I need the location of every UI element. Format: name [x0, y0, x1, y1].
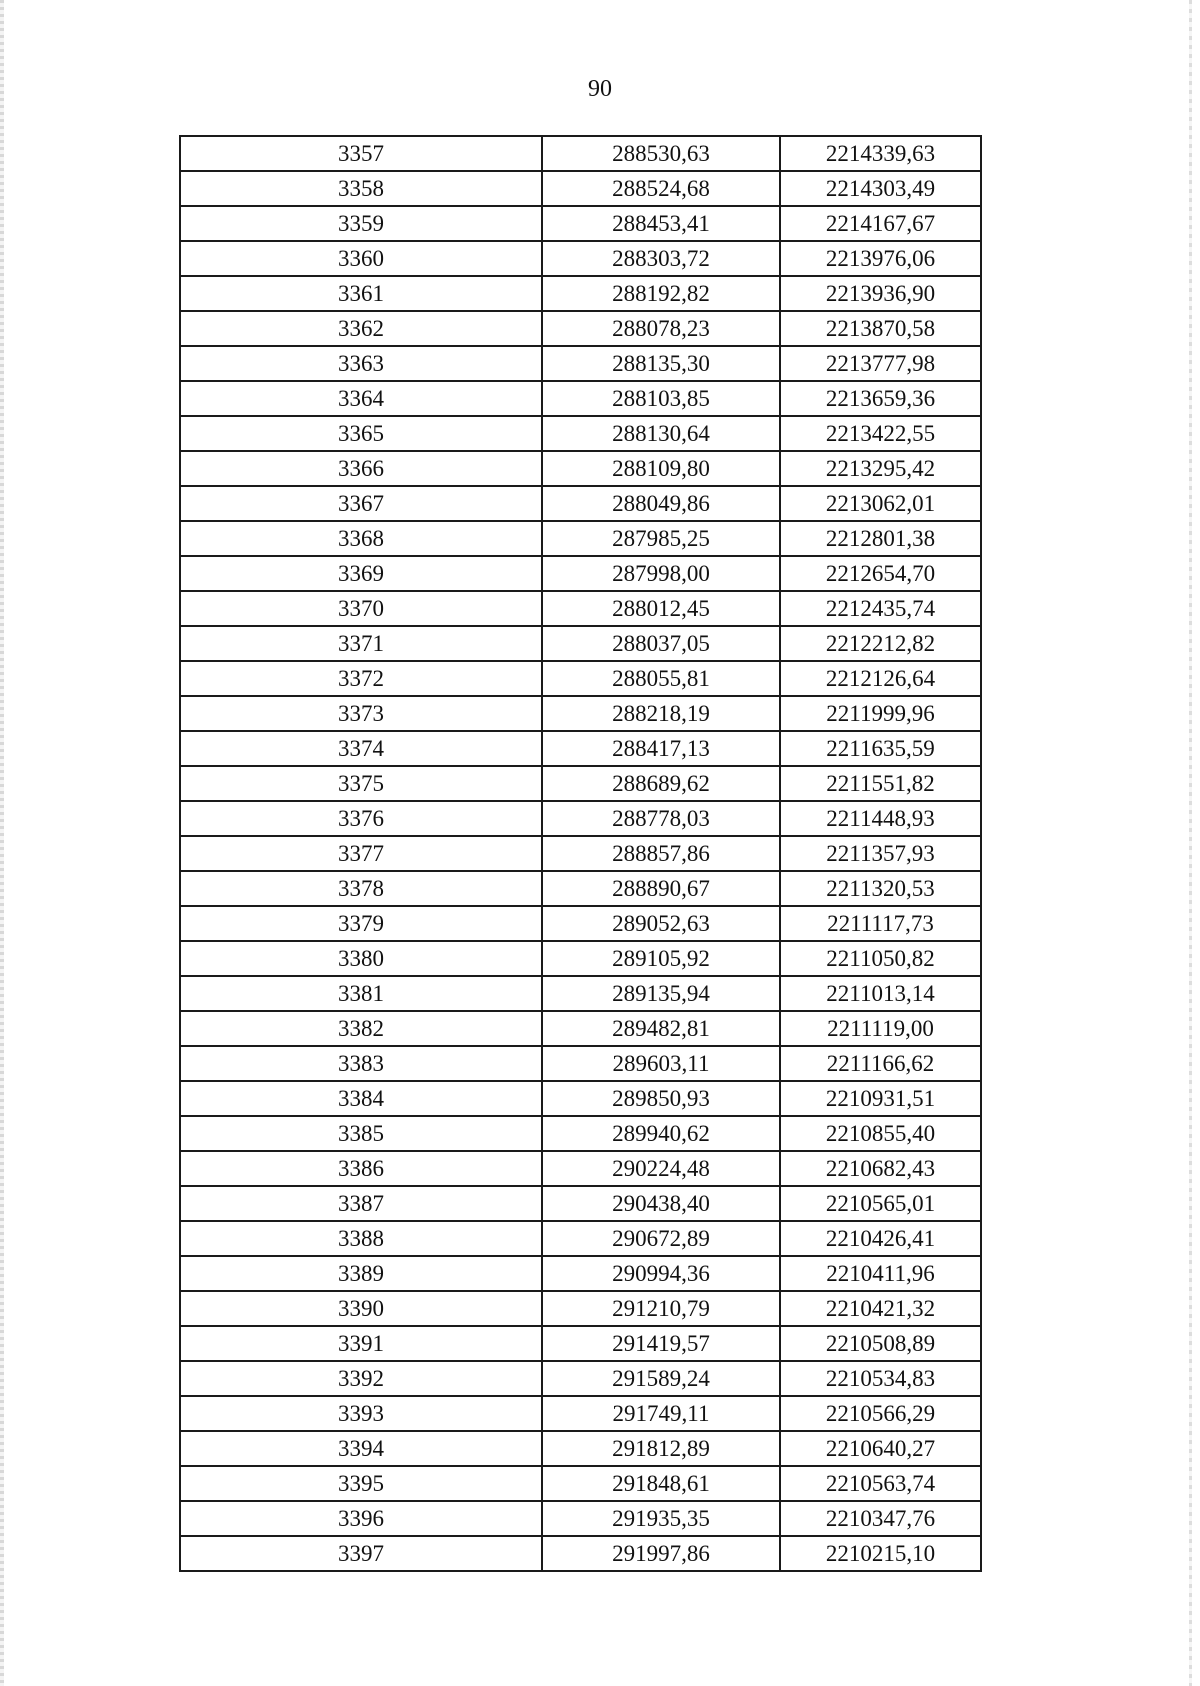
y-coordinate-cell: 2213777,98 — [780, 346, 981, 381]
x-coordinate-cell: 288524,68 — [542, 171, 780, 206]
x-coordinate-cell: 291997,86 — [542, 1536, 780, 1571]
y-coordinate-cell: 2213659,36 — [780, 381, 981, 416]
point-number-cell: 3393 — [180, 1396, 542, 1431]
point-number-cell: 3373 — [180, 696, 542, 731]
table-row — [180, 556, 981, 591]
y-coordinate-cell: 2210426,41 — [780, 1221, 981, 1256]
y-coordinate-cell: 2213936,90 — [780, 276, 981, 311]
x-coordinate-cell: 288012,45 — [542, 591, 780, 626]
table-row — [180, 311, 981, 346]
y-coordinate-cell: 2210682,43 — [780, 1151, 981, 1186]
table-row — [180, 941, 981, 976]
x-coordinate-cell: 291589,24 — [542, 1361, 780, 1396]
point-number-cell: 3385 — [180, 1116, 542, 1151]
y-coordinate-cell: 2210421,32 — [780, 1291, 981, 1326]
x-coordinate-cell: 288135,30 — [542, 346, 780, 381]
y-coordinate-cell: 2211166,62 — [780, 1046, 981, 1081]
y-coordinate-cell: 2210640,27 — [780, 1431, 981, 1466]
x-coordinate-cell: 288303,72 — [542, 241, 780, 276]
table-row — [180, 661, 981, 696]
y-coordinate-cell: 2211635,59 — [780, 731, 981, 766]
y-coordinate-cell: 2211357,93 — [780, 836, 981, 871]
x-coordinate-cell: 288218,19 — [542, 696, 780, 731]
x-coordinate-cell: 289850,93 — [542, 1081, 780, 1116]
table-row — [180, 766, 981, 801]
x-coordinate-cell: 289105,92 — [542, 941, 780, 976]
point-number-cell: 3358 — [180, 171, 542, 206]
table-row — [180, 486, 981, 521]
y-coordinate-cell: 2210566,29 — [780, 1396, 981, 1431]
point-number-cell: 3380 — [180, 941, 542, 976]
x-coordinate-cell: 288103,85 — [542, 381, 780, 416]
y-coordinate-cell: 2211320,53 — [780, 871, 981, 906]
table-row — [180, 1221, 981, 1256]
x-coordinate-cell: 287985,25 — [542, 521, 780, 556]
x-coordinate-cell: 288890,67 — [542, 871, 780, 906]
point-number-cell: 3370 — [180, 591, 542, 626]
table-row — [180, 1291, 981, 1326]
table-row — [180, 1431, 981, 1466]
y-coordinate-cell: 2213870,58 — [780, 311, 981, 346]
x-coordinate-cell: 288689,62 — [542, 766, 780, 801]
y-coordinate-cell: 2213062,01 — [780, 486, 981, 521]
table-row — [180, 1186, 981, 1221]
table-row — [180, 696, 981, 731]
x-coordinate-cell: 291848,61 — [542, 1466, 780, 1501]
point-number-cell: 3363 — [180, 346, 542, 381]
table-row — [180, 1256, 981, 1291]
point-number-cell: 3390 — [180, 1291, 542, 1326]
scan-edge-right — [1189, 0, 1192, 1686]
point-number-cell: 3361 — [180, 276, 542, 311]
point-number-cell: 3368 — [180, 521, 542, 556]
table-row — [180, 801, 981, 836]
table-row — [180, 1046, 981, 1081]
x-coordinate-cell: 289482,81 — [542, 1011, 780, 1046]
table-row — [180, 521, 981, 556]
table-row — [180, 451, 981, 486]
point-number-cell: 3359 — [180, 206, 542, 241]
table-row — [180, 416, 981, 451]
x-coordinate-cell: 291935,35 — [542, 1501, 780, 1536]
point-number-cell: 3371 — [180, 626, 542, 661]
point-number-cell: 3360 — [180, 241, 542, 276]
y-coordinate-cell: 2211117,73 — [780, 906, 981, 941]
x-coordinate-cell: 288049,86 — [542, 486, 780, 521]
x-coordinate-cell: 288453,41 — [542, 206, 780, 241]
x-coordinate-cell: 288078,23 — [542, 311, 780, 346]
x-coordinate-cell: 288857,86 — [542, 836, 780, 871]
x-coordinate-cell: 290438,40 — [542, 1186, 780, 1221]
point-number-cell: 3396 — [180, 1501, 542, 1536]
x-coordinate-cell: 290224,48 — [542, 1151, 780, 1186]
x-coordinate-cell: 291749,11 — [542, 1396, 780, 1431]
point-number-cell: 3357 — [180, 136, 542, 171]
table-row — [180, 1396, 981, 1431]
point-number-cell: 3366 — [180, 451, 542, 486]
x-coordinate-cell: 291419,57 — [542, 1326, 780, 1361]
y-coordinate-cell: 2210411,96 — [780, 1256, 981, 1291]
x-coordinate-cell: 291210,79 — [542, 1291, 780, 1326]
point-number-cell: 3394 — [180, 1431, 542, 1466]
point-number-cell: 3379 — [180, 906, 542, 941]
y-coordinate-cell: 2211119,00 — [780, 1011, 981, 1046]
y-coordinate-cell: 2210534,83 — [780, 1361, 981, 1396]
x-coordinate-cell: 288130,64 — [542, 416, 780, 451]
coordinates-table-body — [180, 136, 981, 1571]
table-row — [180, 206, 981, 241]
y-coordinate-cell: 2210563,74 — [780, 1466, 981, 1501]
y-coordinate-cell: 2211448,93 — [780, 801, 981, 836]
point-number-cell: 3364 — [180, 381, 542, 416]
y-coordinate-cell: 2210347,76 — [780, 1501, 981, 1536]
point-number-cell: 3389 — [180, 1256, 542, 1291]
point-number-cell: 3369 — [180, 556, 542, 591]
table-row — [180, 1326, 981, 1361]
table-row — [180, 1466, 981, 1501]
point-number-cell: 3382 — [180, 1011, 542, 1046]
y-coordinate-cell: 2213422,55 — [780, 416, 981, 451]
table-row — [180, 171, 981, 206]
x-coordinate-cell: 289940,62 — [542, 1116, 780, 1151]
x-coordinate-cell: 289603,11 — [542, 1046, 780, 1081]
table-row — [180, 381, 981, 416]
point-number-cell: 3386 — [180, 1151, 542, 1186]
y-coordinate-cell: 2214167,67 — [780, 206, 981, 241]
y-coordinate-cell: 2210508,89 — [780, 1326, 981, 1361]
x-coordinate-cell: 291812,89 — [542, 1431, 780, 1466]
y-coordinate-cell: 2211013,14 — [780, 976, 981, 1011]
x-coordinate-cell: 288192,82 — [542, 276, 780, 311]
y-coordinate-cell: 2212435,74 — [780, 591, 981, 626]
y-coordinate-cell: 2212212,82 — [780, 626, 981, 661]
y-coordinate-cell: 2210565,01 — [780, 1186, 981, 1221]
point-number-cell: 3391 — [180, 1326, 542, 1361]
y-coordinate-cell: 2212654,70 — [780, 556, 981, 591]
point-number-cell: 3387 — [180, 1186, 542, 1221]
table-row — [180, 1151, 981, 1186]
table-row — [180, 871, 981, 906]
x-coordinate-cell: 290672,89 — [542, 1221, 780, 1256]
x-coordinate-cell: 288417,13 — [542, 731, 780, 766]
x-coordinate-cell: 288778,03 — [542, 801, 780, 836]
point-number-cell: 3374 — [180, 731, 542, 766]
table-row — [180, 1011, 981, 1046]
point-number-cell: 3381 — [180, 976, 542, 1011]
x-coordinate-cell: 288037,05 — [542, 626, 780, 661]
table-row — [180, 1116, 981, 1151]
x-coordinate-cell: 287998,00 — [542, 556, 780, 591]
table-row — [180, 906, 981, 941]
y-coordinate-cell: 2213976,06 — [780, 241, 981, 276]
x-coordinate-cell: 288530,63 — [542, 136, 780, 171]
page-number: 90 — [588, 76, 612, 102]
point-number-cell: 3384 — [180, 1081, 542, 1116]
point-number-cell: 3378 — [180, 871, 542, 906]
y-coordinate-cell: 2210215,10 — [780, 1536, 981, 1571]
table-row — [180, 1361, 981, 1396]
table-row — [180, 976, 981, 1011]
point-number-cell: 3372 — [180, 661, 542, 696]
y-coordinate-cell: 2211551,82 — [780, 766, 981, 801]
y-coordinate-cell: 2211050,82 — [780, 941, 981, 976]
y-coordinate-cell: 2212126,64 — [780, 661, 981, 696]
x-coordinate-cell: 290994,36 — [542, 1256, 780, 1291]
table-row — [180, 626, 981, 661]
table-row — [180, 346, 981, 381]
point-number-cell: 3376 — [180, 801, 542, 836]
x-coordinate-cell: 288109,80 — [542, 451, 780, 486]
table-row — [180, 276, 981, 311]
x-coordinate-cell: 289052,63 — [542, 906, 780, 941]
x-coordinate-cell: 288055,81 — [542, 661, 780, 696]
table-row — [180, 241, 981, 276]
point-number-cell: 3395 — [180, 1466, 542, 1501]
table-row — [180, 136, 981, 171]
table-row — [180, 1081, 981, 1116]
point-number-cell: 3397 — [180, 1536, 542, 1571]
x-coordinate-cell: 289135,94 — [542, 976, 780, 1011]
y-coordinate-cell: 2212801,38 — [780, 521, 981, 556]
y-coordinate-cell: 2213295,42 — [780, 451, 981, 486]
coordinates-table — [179, 135, 982, 1572]
scan-edge-left — [0, 0, 4, 1686]
point-number-cell: 3365 — [180, 416, 542, 451]
point-number-cell: 3383 — [180, 1046, 542, 1081]
table-row — [180, 591, 981, 626]
point-number-cell: 3375 — [180, 766, 542, 801]
y-coordinate-cell: 2210855,40 — [780, 1116, 981, 1151]
point-number-cell: 3388 — [180, 1221, 542, 1256]
y-coordinate-cell: 2210931,51 — [780, 1081, 981, 1116]
point-number-cell: 3392 — [180, 1361, 542, 1396]
table-row — [180, 1501, 981, 1536]
y-coordinate-cell: 2214303,49 — [780, 171, 981, 206]
point-number-cell: 3377 — [180, 836, 542, 871]
point-number-cell: 3367 — [180, 486, 542, 521]
table-row — [180, 1536, 981, 1571]
y-coordinate-cell: 2211999,96 — [780, 696, 981, 731]
table-row — [180, 836, 981, 871]
y-coordinate-cell: 2214339,63 — [780, 136, 981, 171]
table-row — [180, 731, 981, 766]
point-number-cell: 3362 — [180, 311, 542, 346]
